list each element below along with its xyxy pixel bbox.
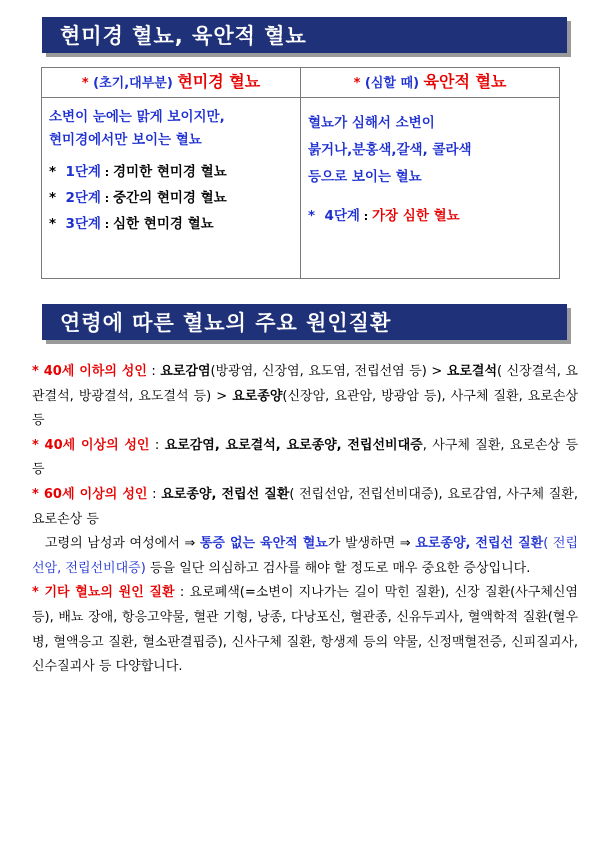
- age-tag: * 40세 이하의 성인: [32, 364, 147, 379]
- section-header-hematuria-types: [42, 17, 567, 53]
- bullet-star: *: [308, 208, 316, 224]
- stage-colon: :: [100, 192, 114, 205]
- microscopic-title: 현미경 혈뇨: [177, 72, 261, 91]
- stage-3: [49, 213, 294, 236]
- section-title: 연령에 따른 혈뇨의 주요 원인질환: [60, 311, 392, 335]
- gross-desc-line2: 붉거나,분홍색,갈색, 콜라색: [308, 142, 472, 158]
- paragraph-over-40: * 40세 이상의 성인 : 요로감염, 요로결석, 요로종양, 전립선비대증, 사구체 질환, 요로손상 등 등: [32, 437, 579, 478]
- paragraph-other-causes: * 기타 혈뇨의 원인 질환 : 요로폐색(=소변이 지나가는 길이 막힌 질환), 신장 질환(사구체신염 등), 배뇨 장애, 항응고약물, 혈관 기형, 낭종, 다낭포신, 혈관종, 신유두괴사, 혈액학적 질환(혈우병, 혈액응고 질환, 혈소판결핍증), 신사구체 질환, 항생제 등의 약물, 신정맥혈전증, 신피질괴사, 신수질괴사 등 다양합니다.: [32, 585, 578, 675]
- bullet-star: *: [49, 216, 57, 232]
- paragraph-over-60: * 60세 이상의 성인 : 요로종양, 전립선 질환( 전립선암, 전립선비대증), 요로감염, 사구체 질환, 요로손상 등: [32, 486, 578, 527]
- stage-2: [49, 187, 294, 210]
- microscopic-body-cell: [42, 98, 301, 279]
- gross-title: 육안적 혈뇨: [423, 72, 507, 91]
- hematuria-comparison-table: [41, 67, 560, 279]
- gross-desc-line1: 혈뇨가 심해서 소변이: [308, 115, 435, 131]
- stage-text: 중간의 현미경 혈뇨: [113, 190, 227, 206]
- gross-desc-line3: 등으로 보이는 혈뇨: [308, 169, 422, 185]
- stage-label: 2단계: [65, 190, 101, 206]
- stage-text: 가장 심한 혈뇨: [372, 208, 460, 224]
- stage-colon: :: [100, 218, 114, 231]
- paragraph-elderly: 고령의 남성과 여성에서 ⇒ 통증 없는 육안적 혈뇨가 발생하면 ⇒ 요로종양, 전립선 질환( 전립선암, 전립선비대증) 등을 일단 의심하고 검사를 해야 할 정도로 매우 중요한 증상입니다.: [32, 536, 578, 576]
- age-tag: * 40세 이상의 성인: [32, 437, 150, 453]
- causes-text: [32, 360, 578, 680]
- section-title: 현미경 혈뇨, 육안적 혈뇨: [60, 24, 307, 48]
- gross-prefix: (심할 때): [360, 76, 424, 91]
- stage-1: [49, 161, 294, 184]
- microscopic-prefix: (초기,대부분): [88, 76, 178, 91]
- bullet-star: *: [49, 190, 57, 206]
- stage-label: 4단계: [324, 208, 360, 224]
- gross-body-cell: [301, 98, 560, 279]
- section-header-causes-by-age: [42, 304, 567, 340]
- paragraph-under-40: * 40세 이하의 성인 : 요로감염(방광염, 신장염, 요도염, 전립선염 등) > 요로결석( 신장결석, 요관결석, 방광결석, 요도결석 등) > 요로종양(신장암, 요관암, 방광암 등), 사구체 질환, 요로손상 등: [32, 364, 578, 429]
- asterisk: *: [81, 76, 89, 91]
- asterisk: *: [353, 76, 361, 91]
- stage-label: 1단계: [65, 164, 101, 180]
- stage-4: [308, 205, 553, 228]
- microscopic-desc-line2: 현미경에서만 보이는 혈뇨: [49, 132, 202, 148]
- stage-text: 경미한 현미경 혈뇨: [113, 164, 227, 180]
- bullet-star: *: [49, 164, 57, 180]
- microscopic-desc-line1: 소변이 눈에는 맑게 보이지만,: [49, 109, 225, 125]
- stage-label: 3단계: [65, 216, 101, 232]
- gross-header-cell: [301, 68, 560, 98]
- stage-text: 심한 현미경 혈뇨: [113, 216, 214, 232]
- age-tag: * 기타 혈뇨의 원인 질환: [32, 585, 175, 601]
- microscopic-header-cell: [42, 68, 301, 98]
- stage-colon: :: [100, 166, 114, 179]
- stage-colon: :: [359, 210, 373, 223]
- age-tag: * 60세 이상의 성인: [32, 486, 148, 502]
